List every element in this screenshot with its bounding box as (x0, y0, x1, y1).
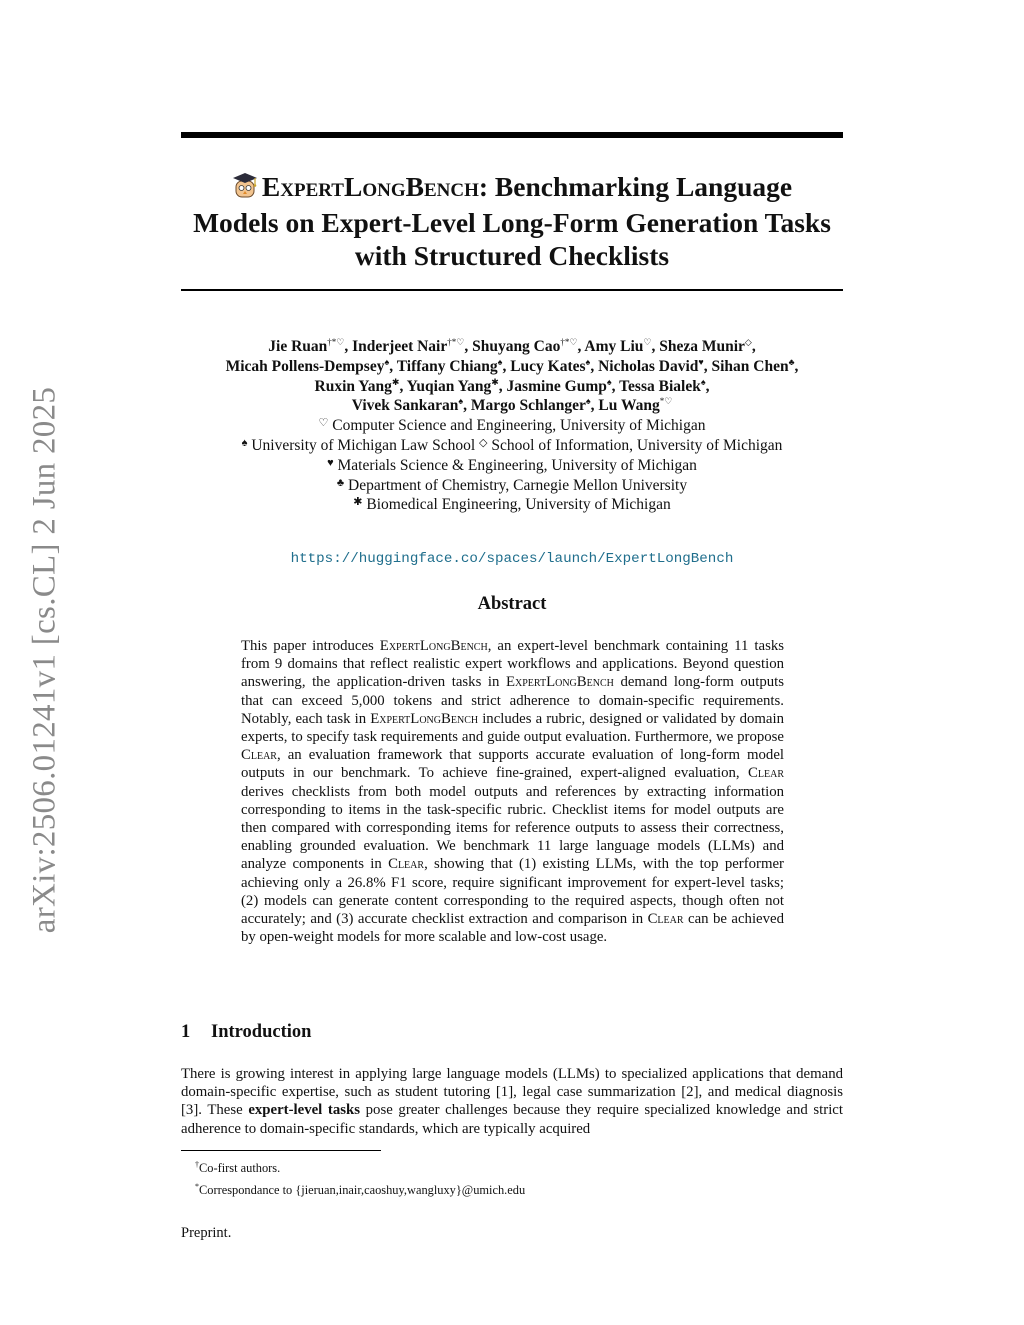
author-affiliation-mark: ♠ (384, 356, 390, 367)
preprint-label: Preprint. (181, 1225, 232, 1241)
author-name: Vivek Sankaran (351, 397, 459, 415)
author-line: Micah Pollens-Dempsey♠, Tiffany Chiang♠, Lucy Kates♠, Nicholas David♥, Sihan Chen♣, (225, 356, 799, 375)
graduation-cap-icon (232, 171, 258, 206)
author-affiliation-mark: †*♡ (447, 336, 465, 347)
abstract-body: This paper introduces ExpertLongBench, an expert-level benchmark containing 11 tasks from 9 domains that reflect realistic expert workflows and applications. Beyond question answering, the application-driven tasks in ExpertLongBench demand long-form outputs that can exceed 5,000 tokens and strict adherence to domain-specific requirements. Notably, each task in ExpertLongBench includes a rubric, designed or validated by domain experts, to specify task requirements and guide output evaluation. Furthermore, we propose Clear, an evaluation framework that supports accurate evaluation of long-form model outputs in our benchmark. To achieve fine-grained, expert-aligned evaluation, Clear derives checklists from both model outputs and references by extracting information corresponding to items in the task-specific rubric. Checklist items for model outputs are then compared with corresponding items for reference outputs to assess their correctness, enabling grounded evaluation. We benchmark 11 large language models (LLMs) and analyze components in Clear, showing that (1) existing LLMs, with the top performer achieving only a 26.8% F1 score, require significant improvement for expert-level tasks; (2) models can generate content corresponding to the required aspects, though often not accurately; and (3) accurate checklist extraction and comparison in Clear can be achieved by open-weight models for more scalable and low-cost usage. (241, 638, 784, 946)
paper-title (181, 170, 843, 272)
author-name: Margo Schlanger (470, 397, 586, 415)
author-block (181, 337, 843, 515)
author-name: Tiffany Chiang (396, 357, 498, 375)
author-affiliation-mark: ✱ (491, 376, 499, 387)
author-affiliation-mark: ✱ (391, 376, 400, 387)
footnote-2: *Correspondance to {jieruan,inair,caoshuy,wangluxy}@umich.edu (195, 1181, 526, 1197)
author-name: Micah Pollens-Dempsey (225, 357, 385, 375)
author-name: Shuyang Cao (472, 338, 561, 355)
affiliation-5: ✱ Biomedical Engineering, University of Michigan (353, 496, 671, 514)
author-line: Vivek Sankaran♠, Margo Schlanger♠, Lu Wang*♡ (351, 396, 673, 415)
author-name: Inderjeet Nair (352, 338, 448, 355)
author-name: Jasmine Gump (506, 377, 607, 395)
arxiv-stamp: arXiv:2506.01241v1 [cs.CL] 2 Jun 2025 (26, 386, 63, 934)
footnotes (195, 1156, 525, 1199)
title-top-rule (181, 132, 843, 138)
author-name: Ruxin Yang (314, 377, 392, 395)
author-affiliation-mark: *♡ (659, 396, 673, 407)
author-affiliation-mark: ♠ (458, 396, 464, 407)
author-name: Sheza Munir (659, 338, 745, 355)
title-line3: with Structured Checklists (354, 240, 670, 271)
author-affiliation-mark: ◇ (744, 336, 752, 347)
section-heading-introduction: 1 Introduction (181, 1022, 312, 1042)
affiliation-2: ♠ University of Michigan Law School ◇ School of Information, University of Michigan (241, 436, 783, 454)
author-name: Tessa Bialek (619, 377, 701, 395)
title-name-expert: Expert (261, 171, 344, 202)
title-name-bench: Bench (405, 171, 479, 202)
author-name: Nicholas David (598, 357, 699, 375)
abstract-heading: Abstract (477, 594, 547, 614)
author-line: Ruxin Yang✱, Yuqian Yang✱, Jasmine Gump♠, Tessa Bialek♠, (314, 376, 710, 395)
title-bottom-rule (181, 289, 843, 291)
footnote-1: †Co-first authors. (195, 1160, 281, 1176)
author-affiliation-mark: ♠ (606, 376, 612, 387)
author-affiliation-mark: †*♡ (560, 336, 578, 347)
author-name: Yuqian Yang (406, 377, 492, 395)
author-affiliation-mark: ♣ (788, 356, 795, 367)
author-affiliation-mark: ♠ (497, 356, 503, 367)
author-affiliation-mark: †*♡ (327, 336, 345, 347)
title-line2: Models on Expert-Level Long-Form Generation Tasks (193, 207, 831, 238)
footnote-rule (181, 1150, 381, 1151)
author-name: Lucy Kates (510, 357, 586, 375)
author-affiliation-mark: ♥ (698, 356, 704, 367)
affiliation-1: ♡ Computer Science and Engineering, University of Michigan (318, 417, 706, 435)
introduction-paragraph: There is growing interest in applying large language models (LLMs) to specialized applications that demand domain-specific expertise, such as student tutoring [1], legal case summarization [2], and medical diagnosis [3]. These expert-level tasks pose greater challenges because they require specialized knowledge and strict adherence to domain-specific standards, which are typically acquired (181, 1066, 843, 1137)
author-affiliation-mark: ♠ (585, 356, 591, 367)
affiliation-4: ♣ Department of Chemistry, Carnegie Mellon University (336, 476, 688, 494)
author-line: Jie Ruan†*♡, Inderjeet Nair†*♡, Shuyang Cao†*♡, Amy Liu♡, Sheza Munir◇, (268, 336, 756, 355)
author-name: Lu Wang (598, 397, 660, 415)
author-affiliation-mark: ♠ (700, 376, 706, 387)
author-list (181, 337, 843, 416)
affiliation-3: ♥ Materials Science & Engineering, University of Michigan (327, 456, 697, 474)
author-name: Jie Ruan (268, 338, 328, 355)
project-url-link[interactable]: https://huggingface.co/spaces/launch/ExpertLongBench (290, 551, 734, 567)
title-name-long: Long (343, 171, 406, 202)
author-name: Amy Liu (584, 338, 644, 355)
author-affiliation-mark: ♠ (585, 396, 591, 407)
title-line1: : Benchmarking Language (478, 171, 793, 202)
author-affiliation-mark: ♡ (643, 336, 652, 347)
author-name: Sihan Chen (711, 357, 789, 375)
